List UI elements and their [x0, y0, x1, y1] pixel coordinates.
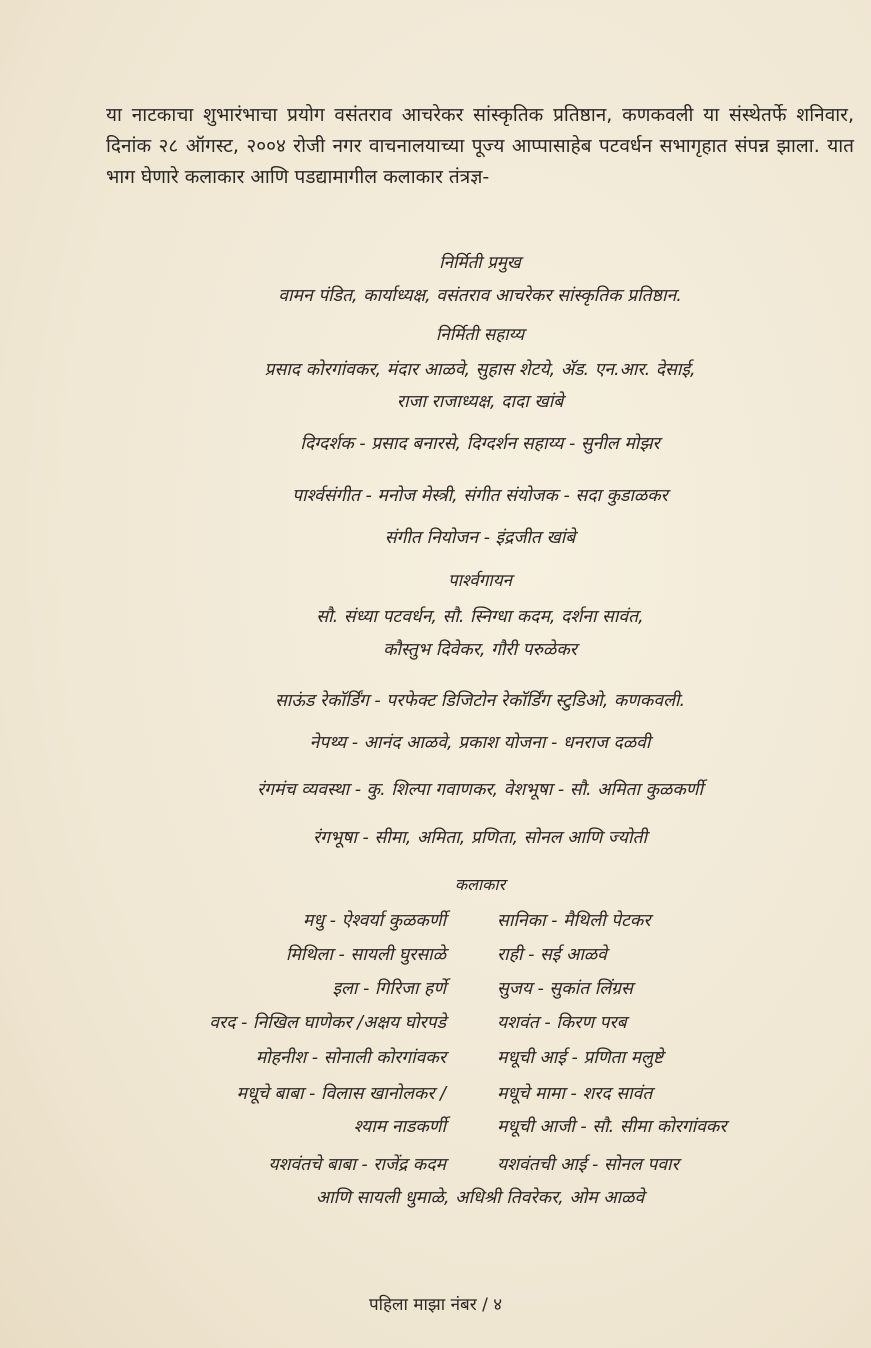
cast-right-6: मधूचे मामा - शरद सावंत	[497, 1084, 653, 1104]
rangbhusha-line: रंगभूषा - सीमा, अमिता, प्रणिता, सोनल आणि ज्योती	[313, 828, 647, 848]
parshvasangeet-line: पार्श्वसंगीत - मनोज मेस्त्री, संगीत संयोजक - सदा कुडाळकर	[292, 486, 668, 506]
sound-recording-line: साऊंड रेकॉर्डिंग - परफेक्ट डिजिटोन रेकॉर्डिंग स्टुडिओ, कणकवली.	[274, 691, 686, 711]
cast-left-5: मोहनीश - सोनाली कोरगांवकर	[255, 1048, 446, 1068]
cast-left-2: मिथिला - सायली घुरसाळे	[285, 945, 446, 965]
nepathya-line: नेपथ्य - आनंद आळवे, प्रकाश योजना - धनराज दळवी	[309, 733, 651, 753]
nirmiti-pramukh-heading: निर्मिती प्रमुख	[439, 253, 521, 273]
nirmiti-sahayya-heading: निर्मिती सहाय्य	[435, 325, 525, 345]
nirmiti-pramukh-text: वामन पंडित, कार्याध्यक्ष, वसंतराव आचरेकर सांस्कृतिक प्रतिष्ठान.	[278, 286, 682, 306]
cast-right-3: सुजय - सुकांत लिंग्रस	[497, 979, 633, 999]
cast-left-6: मधूचे बाबा - विलास खानोलकर /	[236, 1084, 446, 1104]
intro-paragraph: या नाटकाचा शुभारंभाचा प्रयोग वसंतराव आचरेकर सांस्कृतिक प्रतिष्ठान, कणकवली या संस्थेतर्फे शनिवार, दिनांक २८ ऑगस्ट, २००४ रोजी नगर वाचनालयाच्या पूज्य आप्पासाहेब पटवर्धन सभागृहात संपन्न झाला. यात भाग घेणारे कलाकार आणि पडद्यामागील कलाकार तंत्रज्ञ-	[106, 104, 854, 188]
cast-right-4: यशवंत - किरण परब	[497, 1013, 627, 1033]
sangeet-niyojan-line: संगीत नियोजन - इंद्रजीत खांबे	[384, 528, 576, 548]
page-footer: पहिला माझा नंबर / ४	[368, 1295, 503, 1315]
nirmiti-sahayya-line1: प्रसाद कोरगांवकर, मंदार आळवे, सुहास शेटये, ॲड. एन.आर. देसाई,	[264, 360, 696, 380]
cast-left-4: वरद - निखिल घाणेकर /अक्षय घोरपडे	[209, 1013, 446, 1033]
cast-right-5: मधूची आई - प्रणिता मलुष्टे	[497, 1048, 664, 1068]
digdarshak-line: दिग्दर्शक - प्रसाद बनारसे, दिग्दर्शन सहाय्य - सुनील मोझर	[300, 434, 660, 454]
cast-right-7: मधूची आजी - सौ. सीमा कोरगांवकर	[497, 1117, 727, 1137]
cast-left-7: श्याम नाडकर्णी	[353, 1117, 446, 1137]
cast-left-8: यशवंतचे बाबा - राजेंद्र कदम	[268, 1155, 446, 1175]
cast-right-2: राही - सई आळवे	[497, 945, 607, 965]
nirmiti-sahayya-line2: राजा राजाध्यक्ष, दादा खांबे	[396, 392, 564, 412]
cast-heading: कलाकार	[454, 875, 506, 894]
cast-left-3: इला - गिरिजा हर्णे	[332, 979, 446, 999]
cast-right-1: सानिका - मैथिली पेटकर	[497, 911, 651, 931]
parshvagayan-line2: कौस्तुभ दिवेकर, गौरी परुळेकर	[383, 640, 577, 660]
cast-left-1: मधु - ऐश्वर्या कुळकर्णी	[302, 911, 446, 931]
parshvagayan-line1: सौ. संध्या पटवर्धन, सौ. स्निग्धा कदम, दर्शना सावंत,	[316, 607, 644, 627]
cast-right-8: यशवंतची आई - सोनल पवार	[497, 1155, 679, 1175]
parshvagayan-heading: पार्श्वगायन	[447, 571, 512, 591]
cast-extra-line: आणि सायली धुमाळे, अधिश्री तिवरेकर, ओम आळवे	[315, 1188, 645, 1208]
rangmanch-line: रंगमंच व्यवस्था - कु. शिल्पा गवाणकर, वेशभूषा - सौ. अमिता कुळकर्णी	[257, 780, 703, 800]
